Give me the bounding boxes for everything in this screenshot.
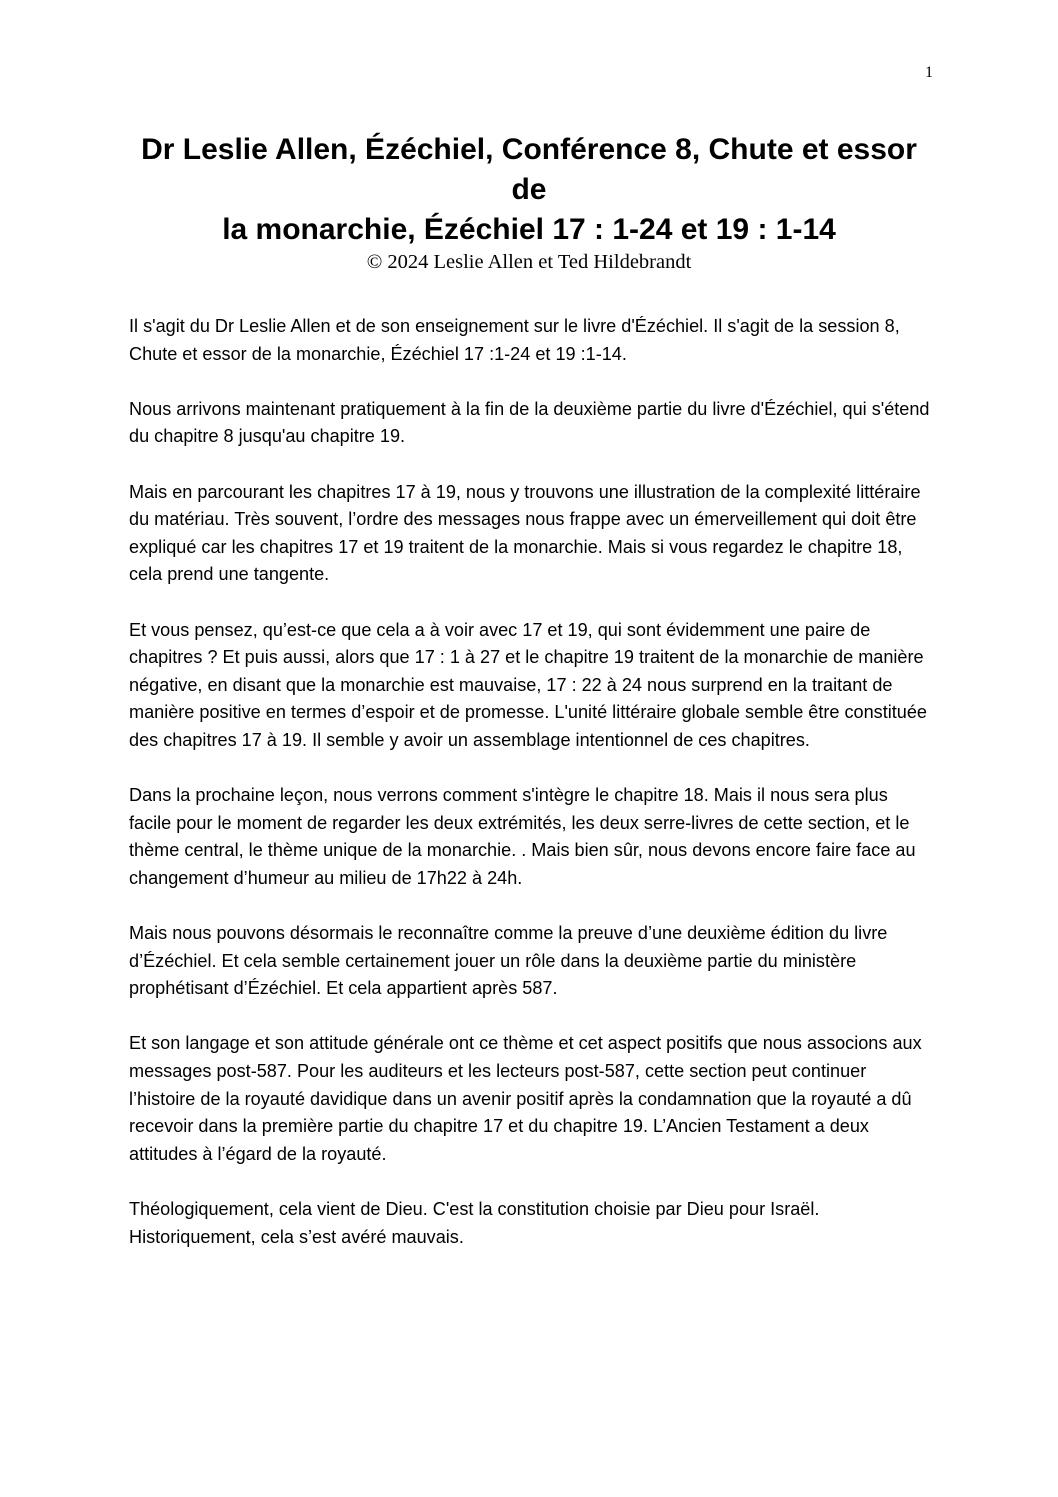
paragraph: Et son langage et son attitude générale ont ce thème et cet aspect positifs que nous associons aux messages post-587. Pour les auditeurs et les lecteurs post-587, cette section peut continuer l’histoire de la royauté davidique dans un avenir positif après la condamnation que la royauté a dû recevoir dans la première partie du chapitre 17 et du chapitre 19. L’Ancien Testament a deux attitudes à l’égard de la royauté. — [129, 1033, 922, 1164]
document-header — [110, 130, 948, 274]
paragraph: Et vous pensez, qu’est-ce que cela a à voir avec 17 et 19, qui sont évidemment une paire de chapitres ? Et puis aussi, alors que 17 : 1 à 27 et le chapitre 19 traitent de la monarchie de manière négative, en disant que la monarchie est mauvaise, 17 : 22 à 24 nous surprend en la traitant de manière positive en termes d’espoir et de promesse. L'unité littéraire globale semble être constituée des chapitres 17 à 19. Il semble y avoir un assemblage intentionnel de ces chapitres. — [129, 619, 927, 750]
title-line-2: de — [511, 173, 547, 206]
paragraph: Il s'agit du Dr Leslie Allen et de son enseignement sur le livre d'Ézéchiel. Il s'agit de la session 8, Chute et essor de la monarchie, Ézéchiel 17 :1-24 et 19 :1-14. — [129, 316, 900, 364]
paragraph: Mais en parcourant les chapitres 17 à 19, nous y trouvons une illustration de la complexité littéraire du matériau. Très souvent, l’ordre des messages nous frappe avec un émerveillement qui doit être expliqué car les chapitres 17 et 19 traitent de la monarchie. Mais si vous regardez le chapitre 18, cela prend une tangente. — [129, 481, 921, 585]
paragraph: Dans la prochaine leçon, nous verrons comment s'intègre le chapitre 18. Mais il nous sera plus facile pour le moment de regarder les deux extrémités, les deux serre-livres de cette section, et le thème central, le thème unique de la monarchie. . Mais bien sûr, nous devons encore faire face au changement d’humeur au milieu de 17h22 à 24h. — [129, 785, 916, 888]
paragraph: Théologiquement, cela vient de Dieu. C'est la constitution choisie par Dieu pour Israël. Historiquement, cela s’est avéré mauvais. — [129, 1199, 820, 1247]
paragraph: Mais nous pouvons désormais le reconnaître comme la preuve d’une deuxième édition du livre d’Ézéchiel. Et cela semble certainement jouer un rôle dans la deuxième partie du ministère prophétisant d’Ézéchiel. Et cela appartient après 587. — [129, 923, 888, 999]
title-line-3: la monarchie, Ézéchiel 17 : 1-24 et 19 : 1-14 — [222, 213, 836, 246]
title-line-1: Dr Leslie Allen, Ézéchiel, Conférence 8, Chute et essor — [141, 133, 917, 166]
document-body — [129, 313, 934, 1279]
copyright-notice: © 2024 Leslie Allen et Ted Hildebrandt — [366, 251, 692, 273]
page-number: 1 — [925, 64, 933, 81]
paragraph: Nous arrivons maintenant pratiquement à la fin de la deuxième partie du livre d'Ézéchiel, qui s'étend du chapitre 8 jusqu'au chapitre 19. — [129, 398, 930, 447]
